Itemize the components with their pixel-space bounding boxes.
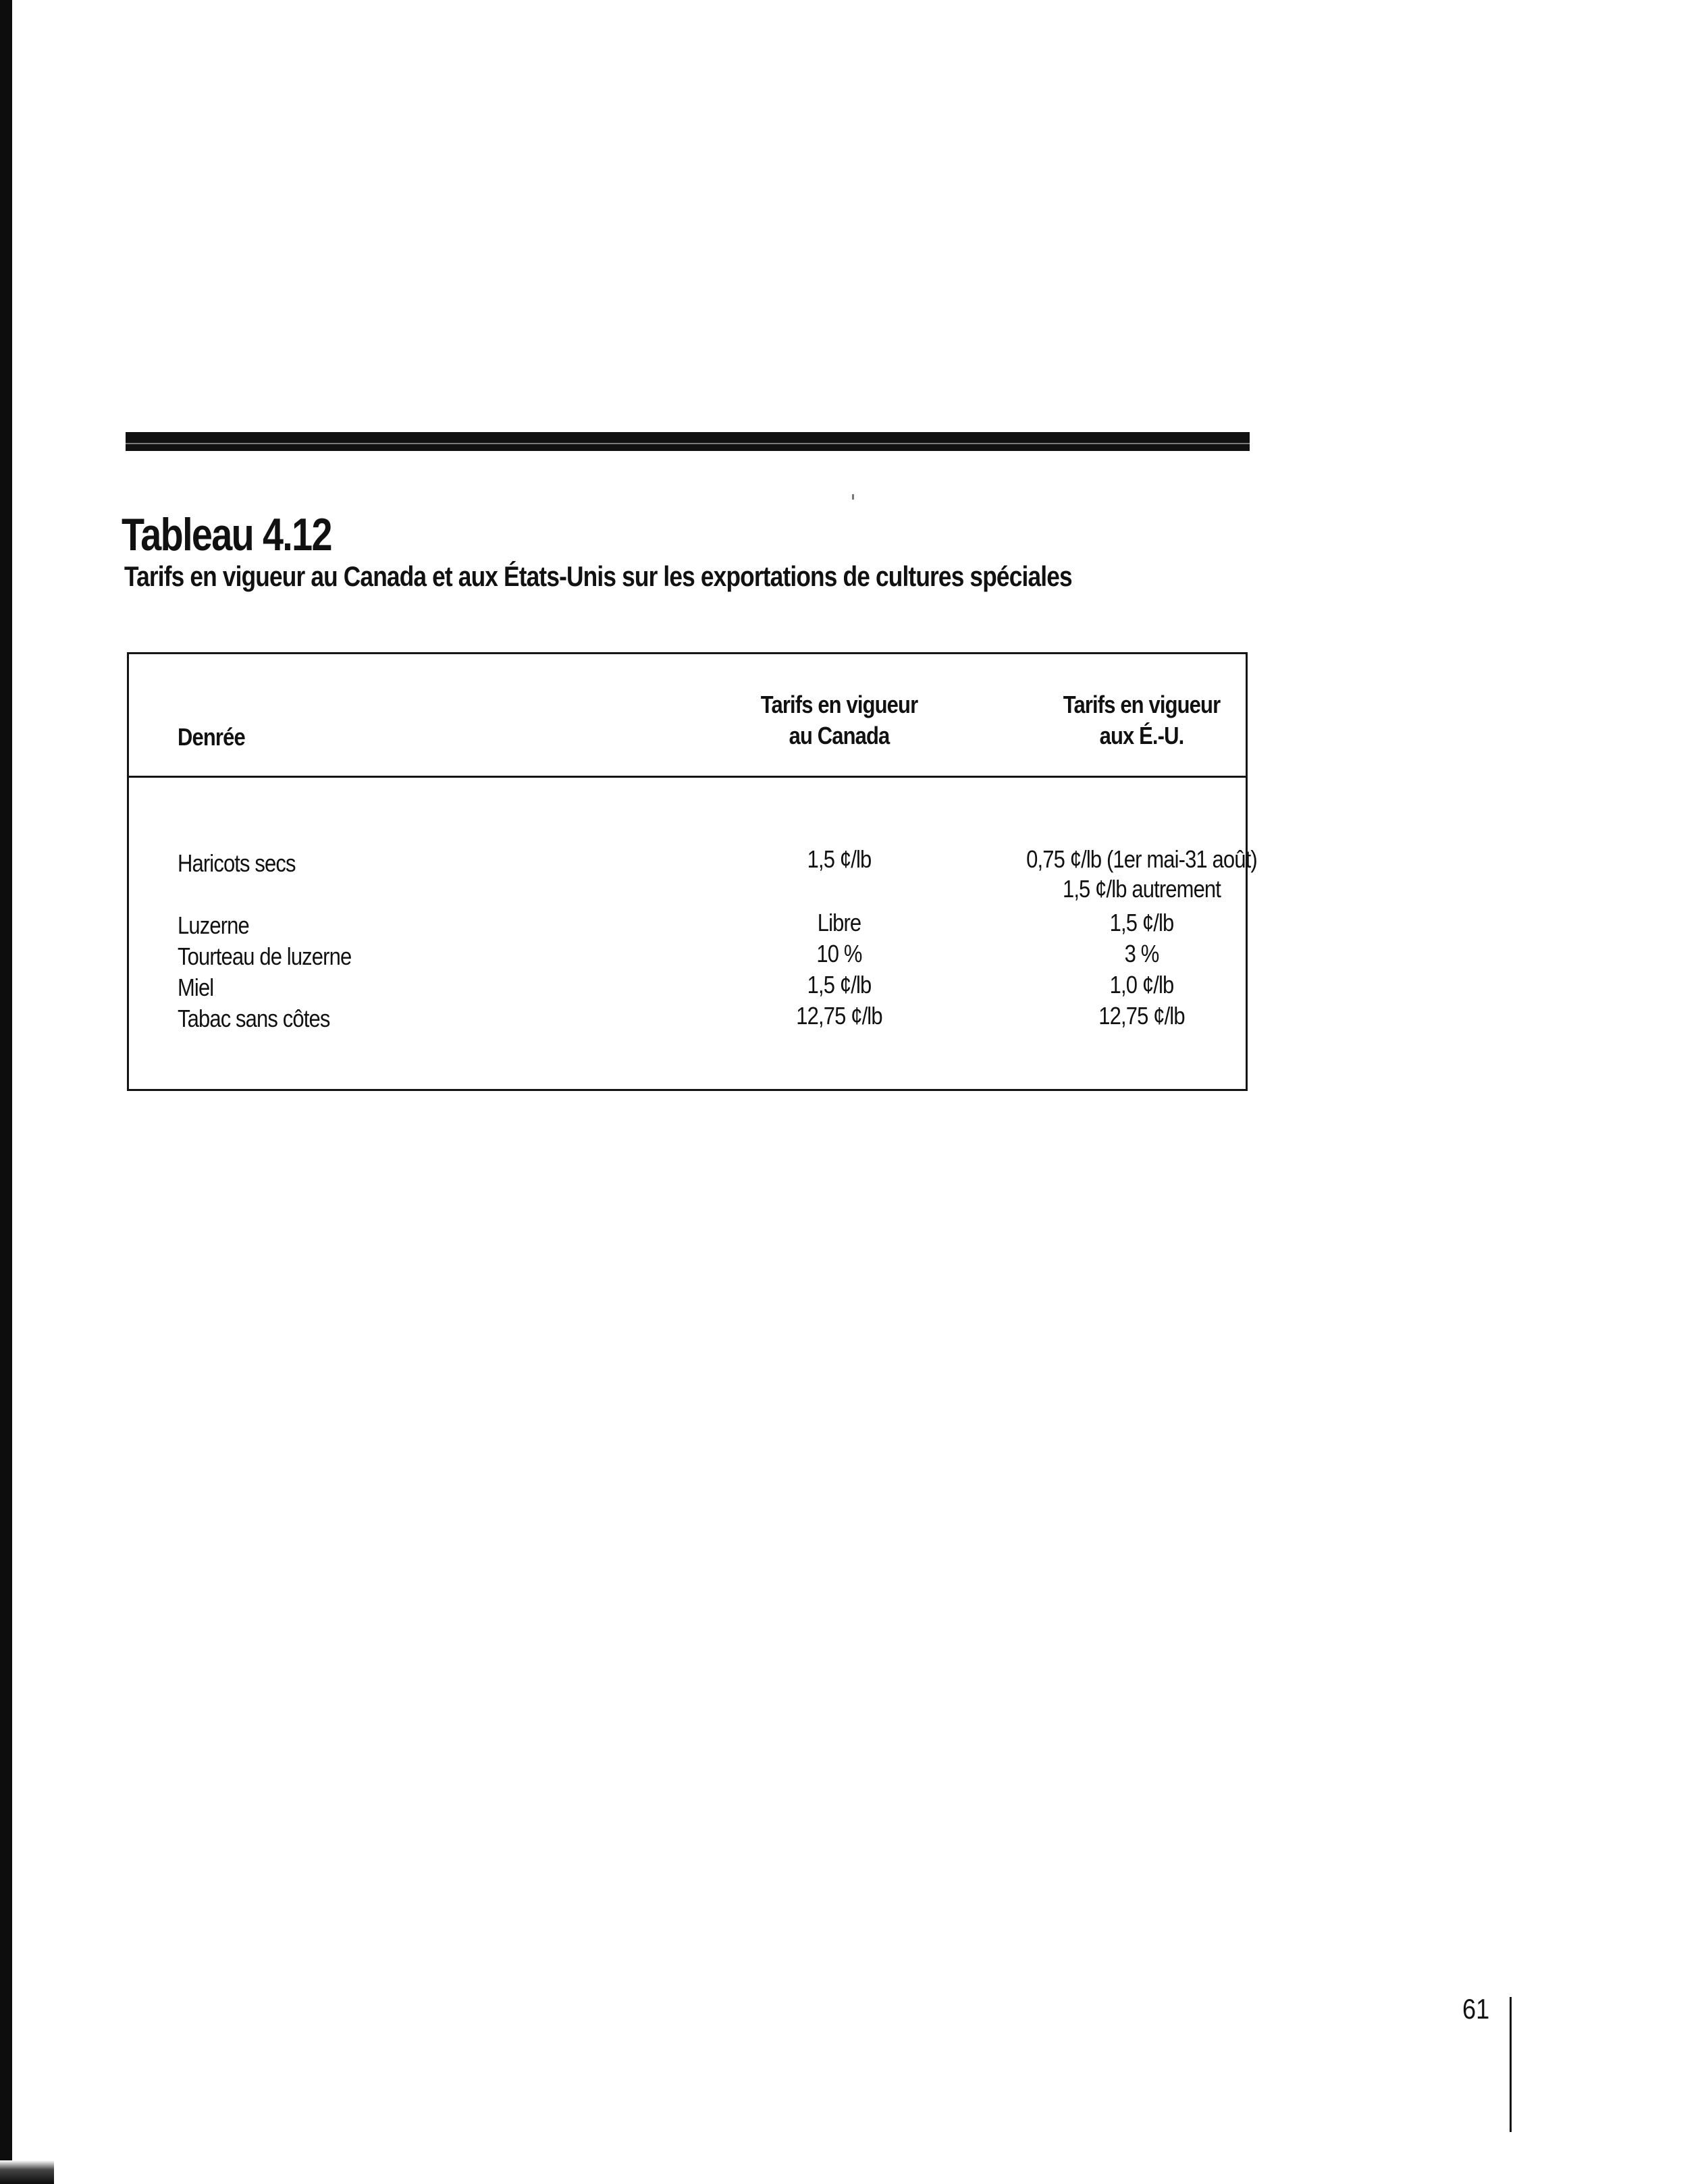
commodity-text: Tourteau de luzerne (178, 942, 352, 970)
us-tariff-cell (1000, 970, 1283, 1000)
commodity-cell (178, 911, 261, 940)
page-number-rule (1510, 1997, 1512, 2132)
commodity-cell (178, 973, 219, 1003)
page-number: 61 (1462, 1993, 1490, 2025)
canada-tariff-text: 12,75 ¢/lb (796, 1002, 882, 1030)
us-tariff-text-line1: 0,75 ¢/lb (1er mai-31 août) (1026, 845, 1257, 873)
canada-tariff-text: 1,5 ¢/lb (807, 971, 872, 998)
column-header-canada (697, 689, 981, 751)
binding-shadow (0, 2160, 54, 2184)
us-tariff-text: 1,0 ¢/lb (1109, 971, 1174, 998)
us-tariff-cell (1000, 908, 1283, 938)
table-title: Tableau 4.12 (122, 509, 331, 560)
commodity-text: Miel (178, 974, 214, 1001)
header-divider (129, 776, 1246, 778)
commodity-cell (178, 1004, 354, 1034)
canada-tariff-cell (697, 939, 981, 969)
column-header-canada-line1: Tarifs en vigueur (760, 691, 918, 718)
us-tariff-cell (1000, 845, 1283, 904)
canada-tariff-text: Libre (817, 909, 861, 936)
binding-edge (0, 0, 12, 2184)
canada-tariff-cell (697, 908, 981, 938)
canada-tariff-cell (697, 845, 981, 874)
column-header-commodity (178, 722, 256, 753)
tariff-table (127, 652, 1257, 1091)
canada-tariff-cell (697, 1001, 981, 1031)
us-tariff-text: 3 % (1124, 940, 1159, 967)
canada-tariff-text: 10 % (816, 940, 862, 967)
commodity-text: Luzerne (178, 911, 249, 939)
canada-tariff-cell (697, 970, 981, 1000)
us-tariff-cell (1000, 939, 1283, 969)
commodity-text: Haricots secs (178, 849, 296, 877)
column-header-us-line2: aux É.-U. (1099, 722, 1184, 749)
us-tariff-text-line2: 1,5 ¢/lb autrement (1062, 875, 1221, 903)
commodity-cell (178, 942, 379, 971)
column-header-commodity-text: Denrée (178, 723, 245, 751)
us-tariff-text: 1,5 ¢/lb (1109, 909, 1174, 936)
commodity-cell (178, 849, 315, 878)
section-rule (126, 432, 1250, 451)
table-subtitle: Tarifs en vigueur au Canada et aux États-Unis sur les exportations de cultures spéciales (124, 560, 1072, 592)
us-tariff-text: 12,75 ¢/lb (1098, 1002, 1185, 1030)
column-header-us-line1: Tarifs en vigueur (1063, 691, 1221, 718)
column-header-canada-line2: au Canada (789, 722, 890, 749)
column-header-us (1000, 689, 1283, 751)
canada-tariff-text: 1,5 ¢/lb (807, 845, 872, 873)
us-tariff-cell (1000, 1001, 1283, 1031)
commodity-text: Tabac sans côtes (178, 1005, 330, 1032)
scan-speck (852, 494, 854, 500)
